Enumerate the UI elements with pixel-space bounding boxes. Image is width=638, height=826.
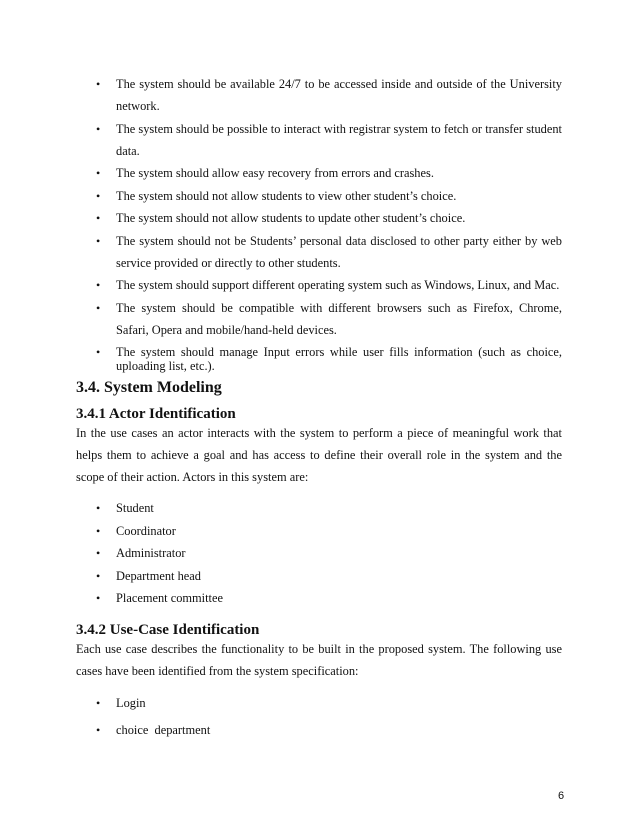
bullet-icon: •	[96, 523, 101, 538]
bullet-icon: •	[96, 188, 101, 203]
list-item: • Student	[0, 497, 638, 519]
list-item: • The system should manage Input errors while user fills information (such as choice, uploading list, etc.).	[96, 344, 562, 373]
section-heading: 3.4. System Modeling	[76, 379, 222, 396]
page-number: 6	[558, 790, 565, 802]
list-item: • Department head	[0, 565, 638, 587]
subsection-heading-usecase: 3.4.2 Use-Case Identification	[76, 622, 260, 638]
list-item: • The system should be available 24/7 to be accessed inside and outside of the University network.	[0, 73, 638, 117]
list-item: • The system should not allow students to view other student’s choice.	[0, 185, 638, 207]
list-item: • The system should not be Students’ personal data disclosed to other party either by web service provided or directly to other students.	[0, 230, 638, 274]
actor-list	[0, 497, 638, 610]
bullet-icon: •	[96, 591, 101, 606]
bullet-icon: •	[96, 501, 101, 515]
list-item: • Placement committee	[0, 587, 638, 609]
bullet-icon: •	[96, 546, 101, 561]
list-item: • Administrator	[0, 542, 638, 564]
bullet-icon: •	[96, 344, 101, 359]
list-item: • Login	[0, 692, 638, 714]
list-item: • The system should not allow students to update other student’s choice.	[0, 207, 638, 229]
bullet-icon: •	[96, 278, 101, 292]
list-item: • The system should allow easy recovery from errors and crashes.	[0, 162, 638, 184]
requirements-list	[0, 73, 638, 373]
subsection-heading-actor: 3.4.1 Actor Identification	[76, 406, 236, 422]
usecase-list	[0, 692, 638, 742]
usecase-paragraph: Each use case describes the functionality to be built in the proposed system. The following use cases have been identified from the system specification:	[76, 642, 562, 678]
bullet-icon: •	[96, 166, 101, 180]
bullet-icon: •	[96, 723, 101, 737]
bullet-icon: •	[96, 696, 101, 710]
bullet-icon: •	[96, 121, 101, 136]
list-item: • The system should support different operating system such as Windows, Linux, and Mac.	[0, 274, 638, 296]
bullet-icon: •	[96, 233, 101, 248]
list-item: • Coordinator	[0, 520, 638, 542]
actor-paragraph: In the use cases an actor interacts with the system to perform a piece of meaningful work that helps them to achieve a goal and has access to define their overall role in the system and the scope of their action. Actors in this system are:	[76, 426, 562, 484]
bullet-icon: •	[96, 568, 101, 583]
bullet-icon: •	[96, 211, 101, 225]
bullet-icon: •	[96, 300, 101, 315]
bullet-icon: •	[96, 77, 101, 91]
list-item: • The system should be compatible with different browsers such as Firefox, Chrome, Safari, Opera and mobile/hand-held devices.	[0, 297, 638, 341]
list-item: • The system should be possible to interact with registrar system to fetch or transfer student data.	[0, 118, 638, 162]
list-item: • choice department	[0, 719, 638, 741]
